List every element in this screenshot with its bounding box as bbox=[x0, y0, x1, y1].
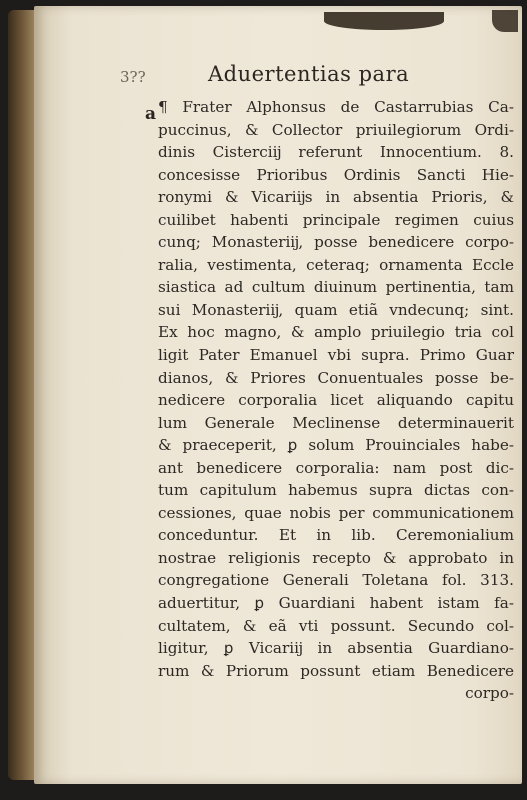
text-line: rum & Priorum possunt etiam Benedicere bbox=[158, 661, 514, 680]
text-line: congregatione Generali Toletana fol. 313. bbox=[158, 571, 514, 590]
text-line: & praeceperit, ꝑ solum Prouinciales habe- bbox=[158, 436, 514, 455]
text-line: aduertitur, ꝑ Guardiani habent istam fa- bbox=[158, 594, 514, 613]
text-line: corpo- bbox=[465, 684, 514, 703]
text-line: nedicere corporalia licet aliquando capitu bbox=[158, 391, 514, 410]
body-text bbox=[158, 96, 514, 705]
text-line: cunq; Monasteriĳ, posse benedicere corpo- bbox=[158, 233, 514, 252]
text-line: cultatem, & eã vti possunt. Secundo col- bbox=[158, 616, 514, 635]
text-line: conceduntur. Et in lib. Ceremonialium bbox=[158, 526, 514, 545]
margin-mark: a bbox=[145, 104, 157, 124]
text-line: ant benedicere corporalia: nam post dic- bbox=[158, 458, 514, 477]
text-line: cessiones, quae nobis per communicationem bbox=[158, 503, 514, 522]
text-line: tum capitulum habemus supra dictas con- bbox=[158, 481, 514, 500]
page-corner-damage bbox=[492, 10, 518, 32]
page-number: 3?? bbox=[120, 68, 146, 86]
page-header bbox=[120, 62, 440, 90]
text-line: Ex hoc magno, & amplo priuilegio tria col bbox=[158, 323, 514, 342]
page-stain bbox=[324, 12, 444, 30]
text-line: ¶ Frater Alphonsus de Castarrubias Ca- bbox=[158, 98, 514, 116]
text-line: siastica ad cultum diuinum pertinentia, tam bbox=[158, 278, 514, 297]
text-line: ligit Pater Emanuel vbi supra. Primo Guar bbox=[158, 346, 514, 365]
text-line: concesisse Prioribus Ordinis Sancti Hie- bbox=[158, 165, 514, 184]
text-line: ligitur, ꝑ Vicariĳ in absentia Guardiano- bbox=[158, 639, 514, 658]
text-line: nostrae religionis recepto & approbato in bbox=[158, 548, 514, 567]
text-line: ronymi & Vicariĳs in absentia Prioris, & bbox=[158, 188, 514, 207]
running-title: Aduertentias para bbox=[208, 62, 410, 86]
text-line: ralia, vestimenta, ceteraq; ornamenta Eccle bbox=[158, 255, 514, 274]
text-line: puccinus, & Collector priuilegiorum Ordi- bbox=[158, 120, 514, 139]
text-line: sui Monasteriĳ, quam etiã vndecunq; sint. bbox=[158, 300, 514, 319]
text-line: dinis Cisterciĳ referunt Innocentium. 8. bbox=[158, 143, 514, 162]
text-line: dianos, & Priores Conuentuales posse be- bbox=[158, 368, 514, 387]
text-line: lum Generale Meclinense determinauerit bbox=[158, 413, 514, 432]
text-line: cuilibet habenti principale regimen cuius bbox=[158, 210, 514, 229]
